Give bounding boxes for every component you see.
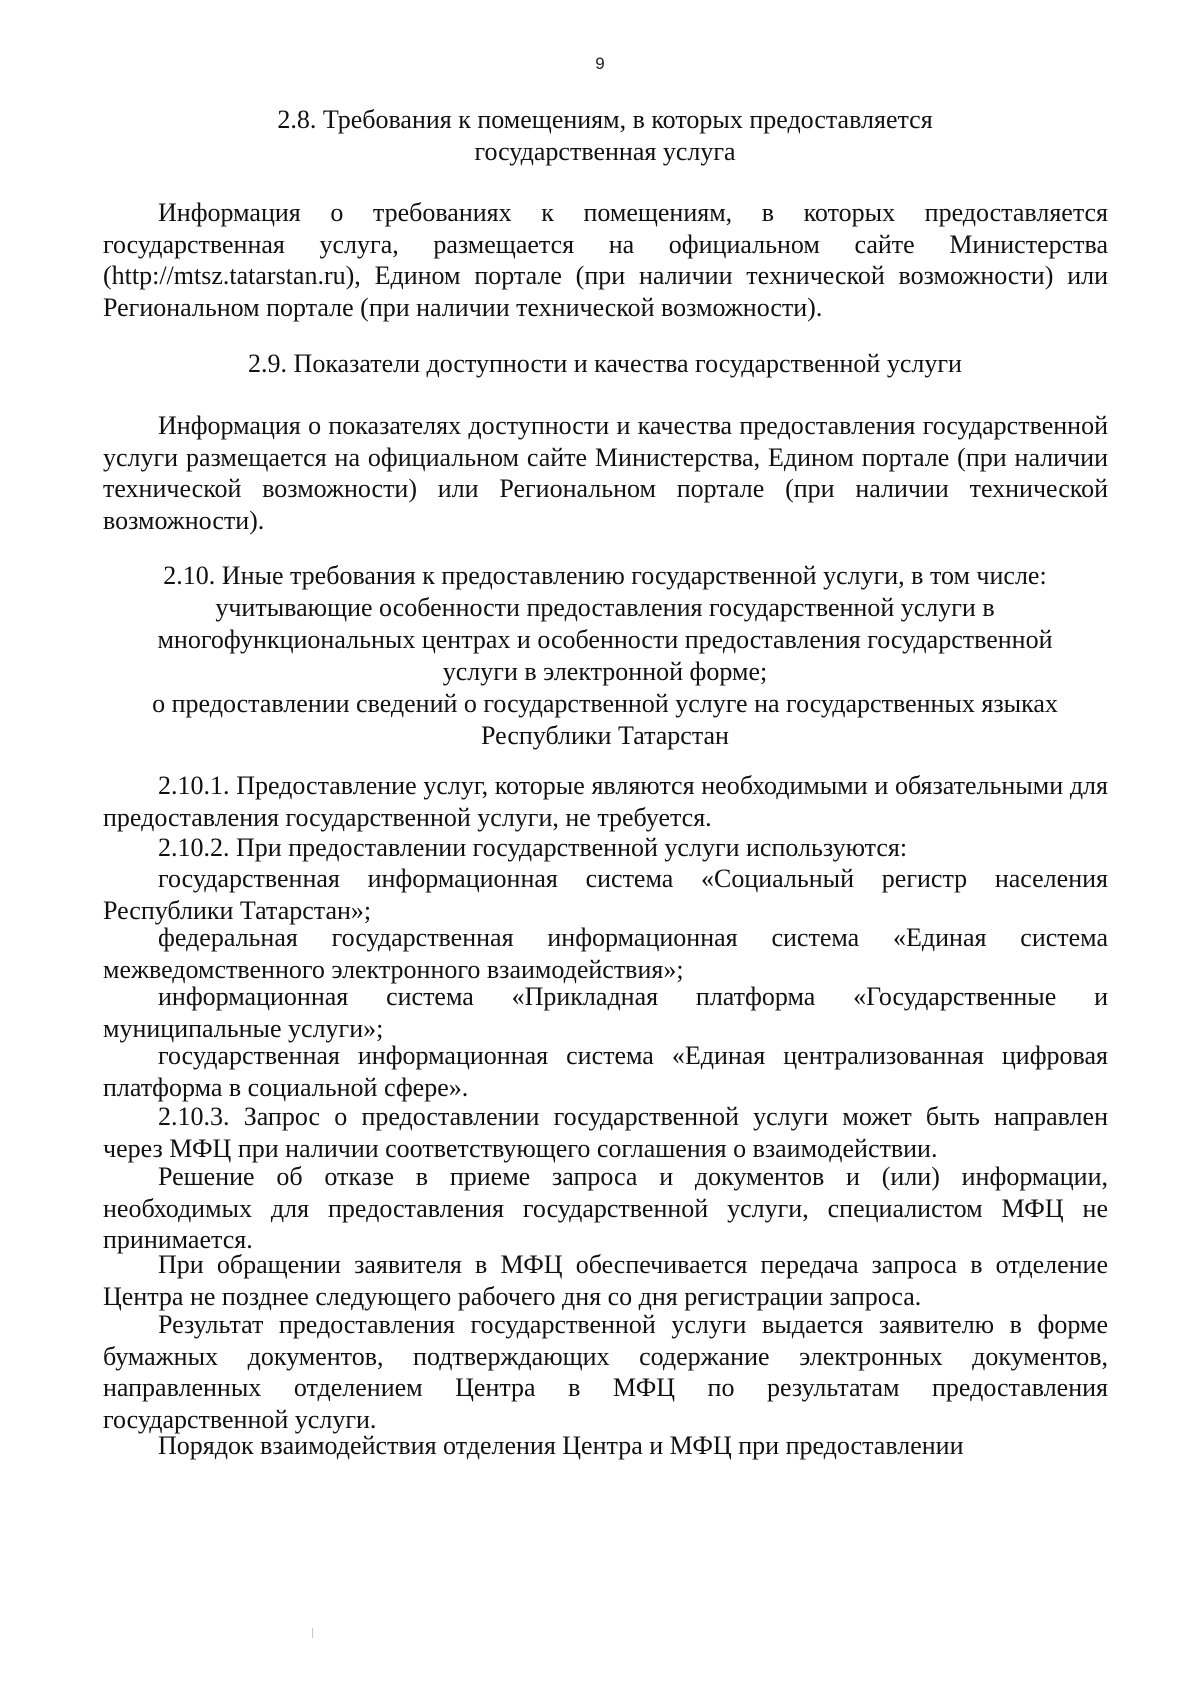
page-number: 9 (595, 54, 605, 73)
list-item-digital-platform: государственная информационная система «Единая централизованная цифровая платформа в социальной сфере». (103, 1041, 1108, 1102)
paragraph-refusal: Решение об отказе в приеме запроса и документов и (или) информации, необходимых для предоставления государственной услуги, специалистом МФЦ не принимается. (103, 1162, 1108, 1254)
list-item-applied-platform: информационная система «Прикладная платформа «Государственные и муниципальные услуги»; (103, 982, 1108, 1043)
paragraph-interaction-order: Порядок взаимодействия отделения Центра и МФЦ при предоставлении (158, 1431, 964, 1460)
section-2-10-heading-line: Республики Татарстан (481, 721, 729, 750)
paragraph-2-10-3: 2.10.3. Запрос о предоставлении государственной услуги может быть направлен через МФЦ при наличии соответствующего соглашения о взаимодействии. (103, 1102, 1108, 1163)
section-2-10-heading (100, 560, 1110, 752)
section-2-8-heading-line-2: государственная услуга (474, 137, 736, 166)
scan-mark (312, 1628, 313, 1638)
section-2-9-heading: 2.9. Показатели доступности и качества государственной услуги (248, 349, 962, 378)
section-2-10-heading-line: 2.10. Иные требования к предоставлению государственной услуги, в том числе: (163, 561, 1047, 590)
paragraph-2-10-2: 2.10.2. При предоставлении государственной услуги используются: (158, 833, 908, 862)
list-item-social-register: государственная информационная система «Социальный регистр населения Республики Татарстан»; (103, 864, 1108, 925)
section-2-10-heading-line: о предоставлении сведений о государственной услуге на государственных языках (152, 689, 1058, 718)
paragraph-2-10-1: 2.10.1. Предоставление услуг, которые являются необходимыми и обязательными для предоставления государственной услуги, не требуется. (103, 771, 1108, 832)
section-2-10-heading-line: многофункциональных центрах и особенности предоставления государственной (157, 625, 1053, 654)
section-2-9-paragraph: Информация о показателях доступности и качества предоставления государственной услуги размещается на официальном сайте Министерства, Едином портале (при наличии технической возможности) или Региональном портале (при наличии технической возможности). (103, 411, 1108, 535)
paragraph-mfc-transfer: При обращении заявителя в МФЦ обеспечивается передача запроса в отделение Центра не позднее следующего рабочего дня со дня регистрации запроса. (103, 1250, 1108, 1311)
section-2-10-heading-line: услуги в электронной форме; (442, 657, 768, 686)
section-2-8-paragraph: Информация о требованиях к помещениям, в которых предоставляется государственная услуга, размещается на официальном сайте Министерства (http://mtsz.tatarstan.ru), Едином портале (при наличии технической возможности) или Региональном портале (при наличии технической возможности). (103, 198, 1108, 322)
section-2-8-heading (100, 104, 1110, 168)
paragraph-result: Результат предоставления государственной услуги выдается заявителю в форме бумажных документов, подтверждающих содержание электронных документов, направленных отделением Центра в МФЦ по результатам предоставления государственной услуги. (103, 1310, 1108, 1434)
section-2-10-heading-line: учитывающие особенности предоставления государственной услуги в (215, 593, 995, 622)
list-item-smev: федеральная государственная информационная система «Единая система межведомственного электронного взаимодействия»; (103, 923, 1108, 984)
section-2-8-heading-line-1: 2.8. Требования к помещениям, в которых предоставляется (277, 105, 933, 134)
